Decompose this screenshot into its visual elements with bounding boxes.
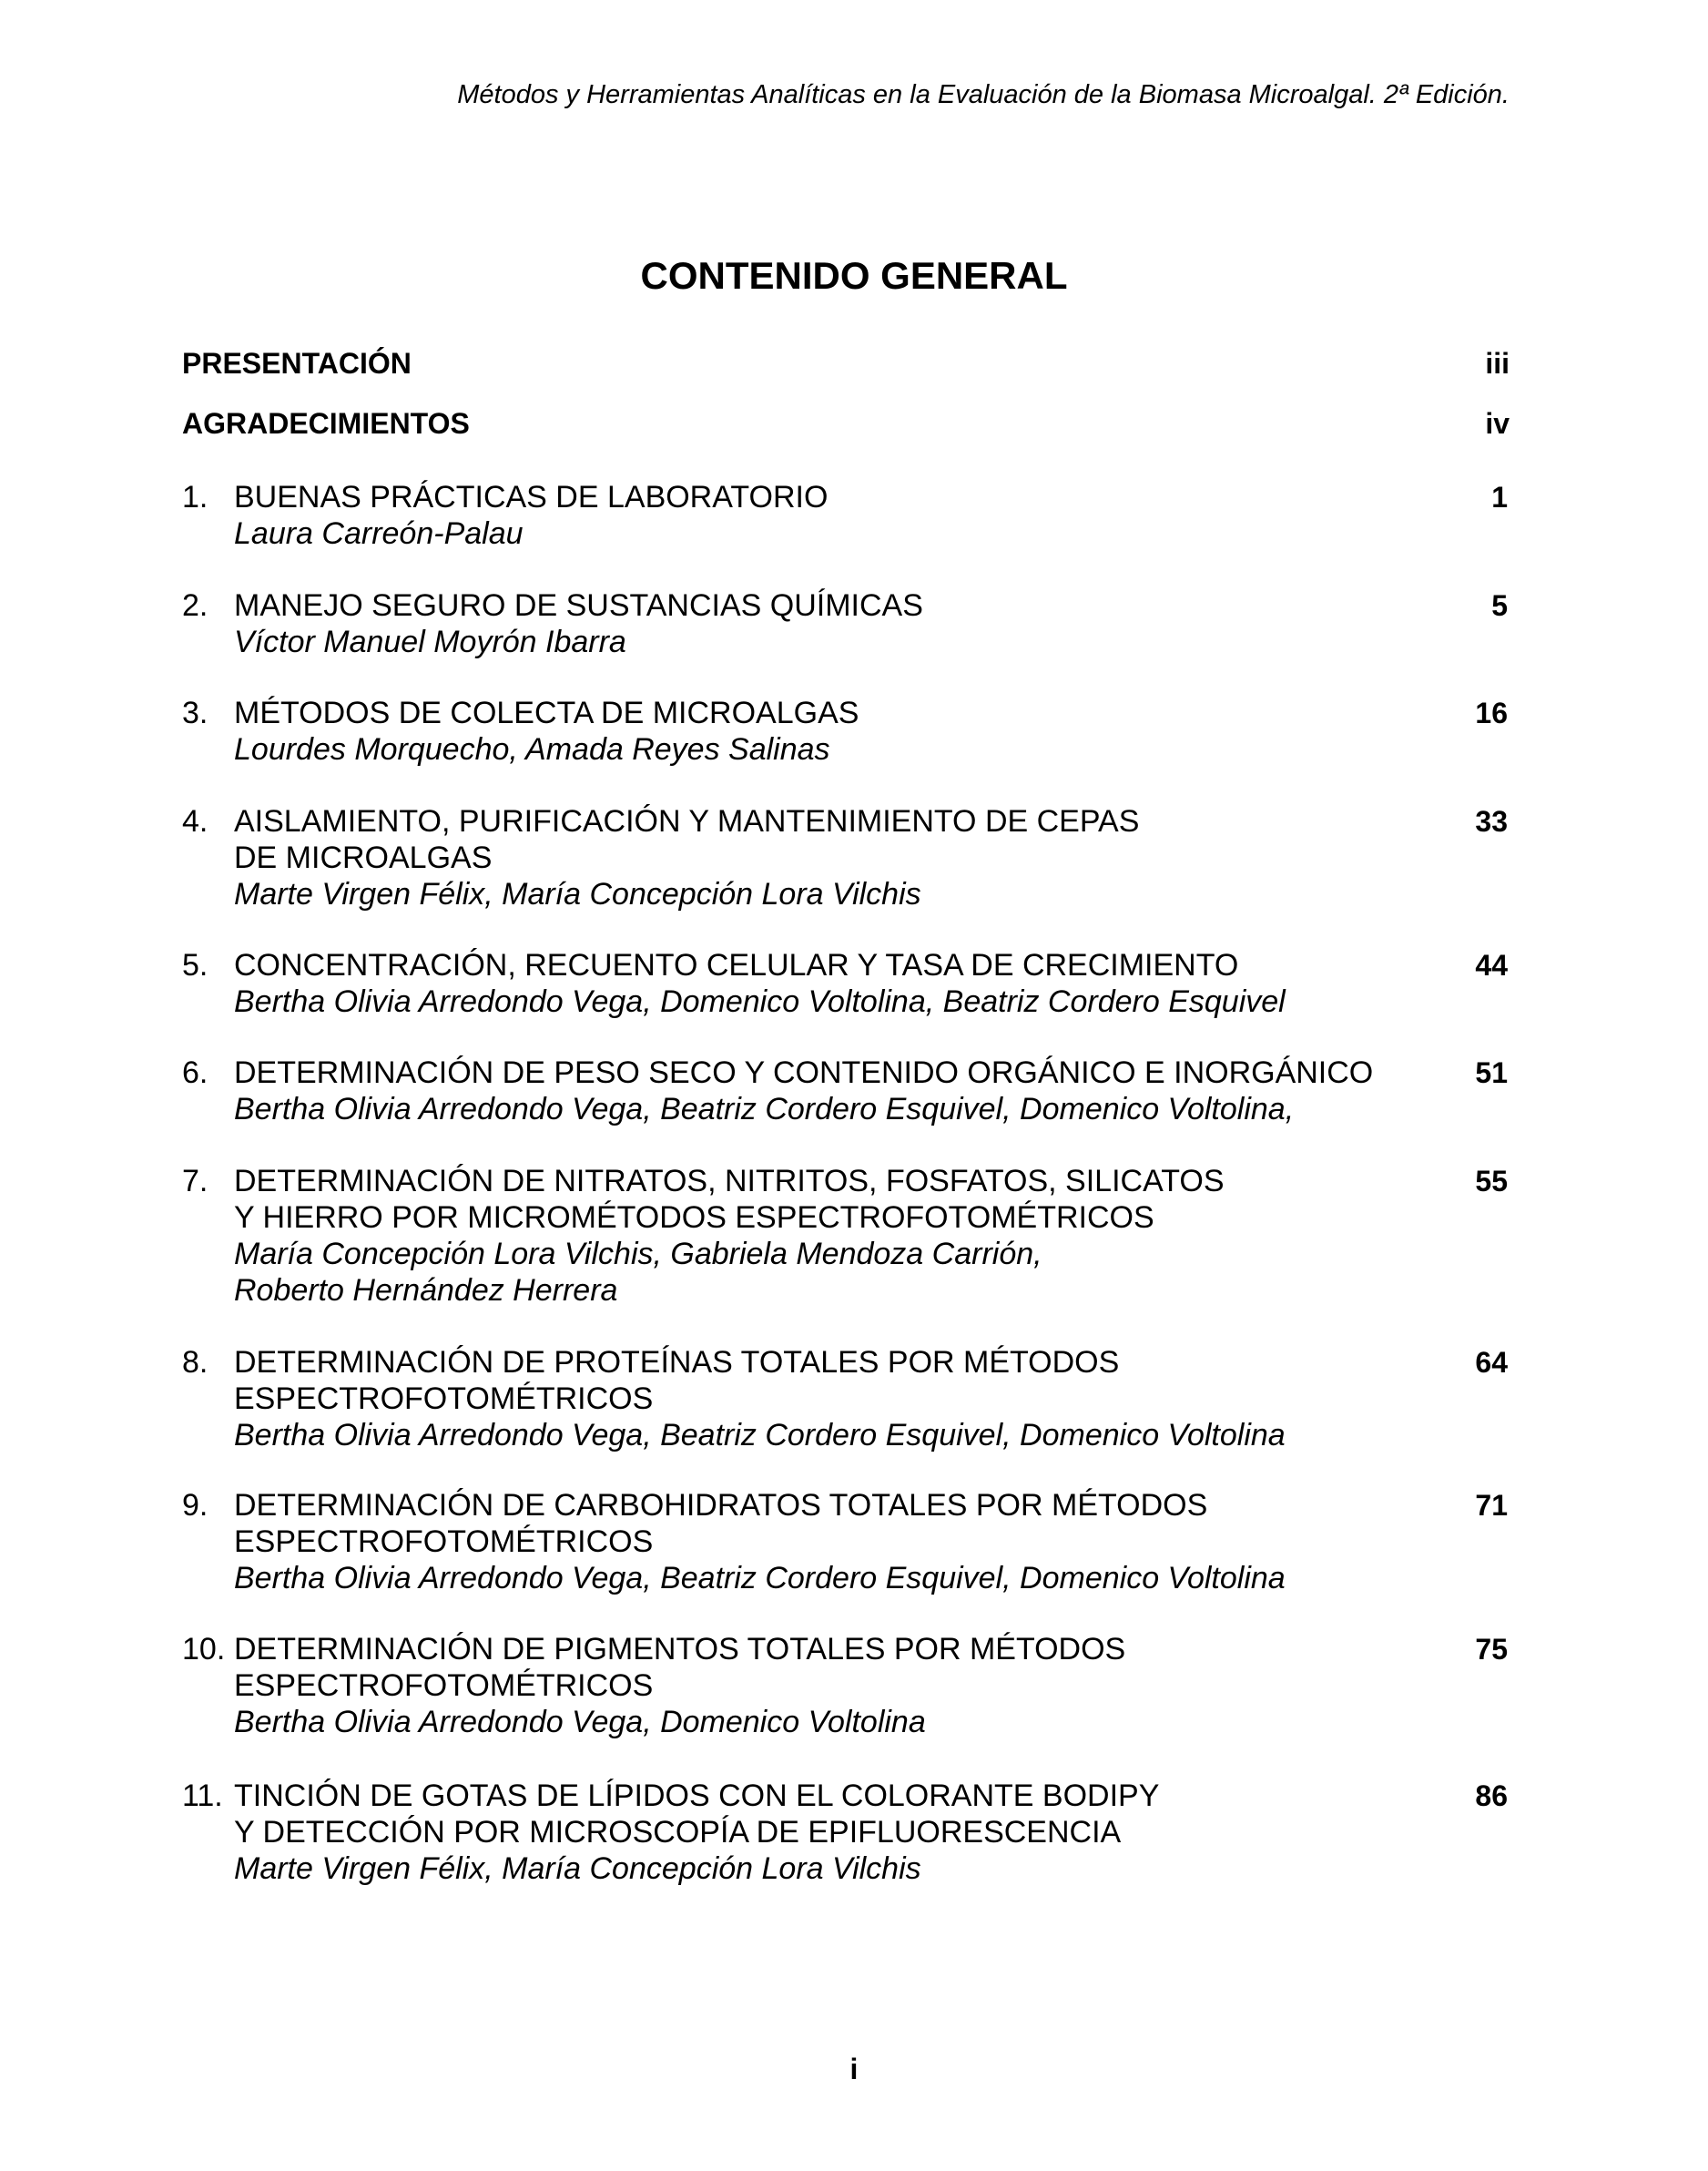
chapter-number: 6. [182, 1055, 208, 1090]
chapter-authors: Marte Virgen Félix, María Concepción Lora Vilchis [234, 877, 921, 912]
chapter-number: 3. [182, 696, 208, 730]
toc-entry[interactable] [182, 695, 1508, 768]
page-number: i [849, 2053, 859, 2085]
chapter-number: 8. [182, 1345, 208, 1380]
chapter-number: 11. [182, 1779, 223, 1813]
chapter-authors: Lourdes Morquecho, Amada Reyes Salinas [234, 732, 830, 767]
front-item-page: iii [1485, 347, 1510, 380]
running-header: Métodos y Herramientas Analíticas en la Evaluación de la Biomasa Microalgal. 2ª Edición. [457, 80, 1510, 109]
chapter-title-line: BUENAS PRÁCTICAS DE LABORATORIO [234, 480, 829, 515]
front-item-label: AGRADECIMIENTOS [182, 407, 470, 440]
chapter-authors: Marte Virgen Félix, María Concepción Lora Vilchis [234, 1851, 921, 1886]
chapter-authors: Bertha Olivia Arredondo Vega, Beatriz Cordero Esquivel, Domenico Voltolina, [234, 1092, 1295, 1126]
chapter-title-line: MANEJO SEGURO DE SUSTANCIAS QUÍMICAS [234, 588, 923, 623]
chapter-title-line: DETERMINACIÓN DE CARBOHIDRATOS TOTALES POR MÉTODOS [234, 1488, 1208, 1523]
chapter-page-number: 64 [1475, 1346, 1508, 1379]
chapter-title-line: DETERMINACIÓN DE PESO SECO Y CONTENIDO ORGÁNICO E INORGÁNICO [234, 1055, 1374, 1090]
toc-entry[interactable] [182, 1163, 1508, 1309]
chapter-page-number: 51 [1475, 1056, 1508, 1089]
chapter-number: 1. [182, 480, 208, 515]
chapter-title-line: AISLAMIENTO, PURIFICACIÓN Y MANTENIMIENTO DE CEPAS [234, 804, 1140, 839]
chapter-title-line: ESPECTROFOTOMÉTRICOS [234, 1381, 654, 1416]
chapter-title-line: CONCENTRACIÓN, RECUENTO CELULAR Y TASA DE CRECIMIENTO [234, 948, 1239, 983]
toc-entry[interactable] [182, 1778, 1508, 1887]
chapter-page-number: 44 [1475, 949, 1508, 982]
chapter-number: 9. [182, 1488, 208, 1523]
toc-entry[interactable] [182, 1055, 1508, 1127]
chapter-title-line: ESPECTROFOTOMÉTRICOS [234, 1668, 654, 1703]
chapter-title-line: DETERMINACIÓN DE PROTEÍNAS TOTALES POR MÉTODOS [234, 1345, 1120, 1380]
chapter-title-line: Y DETECCIÓN POR MICROSCOPÍA DE EPIFLUORESCENCIA [234, 1815, 1122, 1850]
toc-entry[interactable] [182, 1631, 1508, 1740]
chapter-page-number: 86 [1475, 1779, 1508, 1812]
front-item-page: iv [1485, 407, 1510, 440]
chapter-title-line: TINCIÓN DE GOTAS DE LÍPIDOS CON EL COLORANTE BODIPY [234, 1779, 1160, 1813]
chapter-number: 7. [182, 1164, 208, 1198]
chapter-title-line: DETERMINACIÓN DE NITRATOS, NITRITOS, FOSFATOS, SILICATOS [234, 1164, 1225, 1198]
chapter-title-line: Y HIERRO POR MICROMÉTODOS ESPECTROFOTOMÉTRICOS [234, 1200, 1154, 1235]
front-item-label: PRESENTACIÓN [182, 347, 412, 380]
chapter-page-number: 16 [1475, 697, 1508, 729]
toc-entry[interactable] [182, 1344, 1508, 1453]
chapter-title-line: MÉTODOS DE COLECTA DE MICROALGAS [234, 696, 859, 730]
chapter-number: 10. [182, 1632, 226, 1666]
chapter-title-line: DETERMINACIÓN DE PIGMENTOS TOTALES POR MÉTODOS [234, 1632, 1126, 1666]
chapter-page-number: 55 [1475, 1165, 1508, 1198]
chapter-page-number: 71 [1475, 1489, 1508, 1522]
chapter-page-number: 75 [1475, 1633, 1508, 1666]
chapter-authors: Bertha Olivia Arredondo Vega, Domenico Voltolina, Beatriz Cordero Esquivel [234, 984, 1286, 1019]
chapter-authors: Laura Carreón-Palau [234, 516, 524, 551]
toc-entry[interactable] [182, 1487, 1508, 1596]
chapter-authors: Bertha Olivia Arredondo Vega, Beatriz Cordero Esquivel, Domenico Voltolina [234, 1561, 1286, 1595]
toc-entry[interactable] [182, 803, 1508, 912]
toc-entry[interactable] [182, 479, 1508, 552]
toc-entry[interactable] [182, 947, 1508, 1020]
chapter-page-number: 33 [1475, 805, 1508, 838]
chapter-number: 2. [182, 588, 208, 623]
chapter-authors: Bertha Olivia Arredondo Vega, Beatriz Cordero Esquivel, Domenico Voltolina [234, 1418, 1286, 1452]
chapter-authors: Víctor Manuel Moyrón Ibarra [234, 625, 626, 659]
front-item-agradecimientos[interactable] [182, 407, 1510, 441]
page-title: CONTENIDO GENERAL [640, 254, 1068, 297]
chapter-number: 4. [182, 804, 208, 839]
chapter-page-number: 5 [1491, 589, 1508, 622]
chapter-title-line: ESPECTROFOTOMÉTRICOS [234, 1524, 654, 1559]
chapter-authors: Bertha Olivia Arredondo Vega, Domenico Voltolina [234, 1705, 926, 1739]
toc-entry[interactable] [182, 587, 1508, 660]
chapter-title-line: DE MICROALGAS [234, 841, 493, 875]
front-item-presentacion[interactable] [182, 347, 1510, 381]
chapter-number: 5. [182, 948, 208, 983]
chapter-authors: María Concepción Lora Vilchis, Gabriela Mendoza Carrión, [234, 1237, 1042, 1271]
chapter-authors: Roberto Hernández Herrera [234, 1273, 618, 1308]
chapter-page-number: 1 [1491, 481, 1508, 514]
